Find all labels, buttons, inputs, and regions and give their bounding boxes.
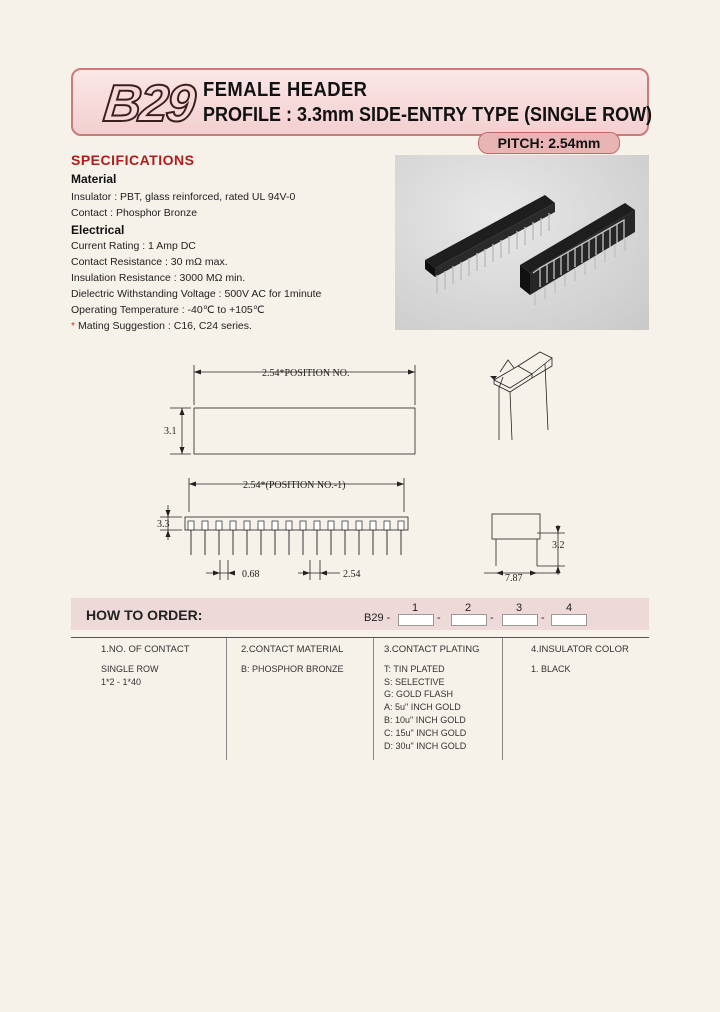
material-heading: Material — [71, 172, 117, 186]
order-code-num-3: 3 — [516, 602, 523, 614]
order-code-dash: - — [541, 612, 545, 624]
col-line: A: 5u" INCH GOLD — [384, 702, 461, 713]
order-col-plating — [374, 638, 503, 760]
dielectric-spec: Dielectric Withstanding Voltage : 500V AC for 1minute — [71, 288, 322, 300]
col-line: C: 15u" INCH GOLD — [384, 727, 467, 738]
col-line: T: TIN PLATED — [384, 663, 445, 674]
col-line: S: SELECTIVE — [384, 676, 445, 687]
col-line: B: PHOSPHOR BRONZE — [241, 663, 344, 674]
top-view-body — [194, 408, 415, 454]
order-col-material — [227, 638, 374, 760]
product-profile: PROFILE : 3.3mm SIDE-ENTRY TYPE (SINGLE ROW) — [203, 104, 653, 126]
contact-isometric — [494, 352, 552, 440]
col-line: G: GOLD FLASH — [384, 689, 454, 700]
order-code-dash: - — [437, 612, 441, 624]
order-code-num-2: 2 — [465, 602, 472, 614]
order-code-prefix: B29 - — [364, 612, 391, 624]
product-title: FEMALE HEADER — [203, 79, 368, 101]
col-header: 1.NO. OF CONTACT — [101, 644, 190, 655]
insulator-spec: Insulator : PBT, glass reinforced, rated UL 94V-0 — [71, 191, 296, 203]
order-code-num-1: 1 — [412, 602, 419, 614]
order-table — [71, 637, 649, 760]
col-line: D: 30u" INCH GOLD — [384, 740, 467, 751]
mating-text: Mating Suggestion : C16, C24 series. — [78, 320, 252, 332]
model-number: B29 — [100, 75, 197, 133]
insulation-resistance-spec: Insulation Resistance : 3000 MΩ min. — [71, 272, 246, 284]
col-line: 1*2 - 1*40 — [101, 676, 142, 687]
mating-spec — [71, 320, 252, 332]
pin-width-label: 0.68 — [242, 569, 260, 580]
col-line: SINGLE ROW — [101, 663, 159, 674]
side-width-label: 7.87 — [505, 573, 523, 584]
electrical-heading: Electrical — [71, 223, 125, 237]
product-photo — [395, 155, 649, 330]
col-header: 3.CONTACT PLATING — [384, 644, 480, 655]
side-height-label: 3.2 — [552, 540, 565, 551]
col-header: 2.CONTACT MATERIAL — [241, 644, 344, 655]
order-col-color — [503, 638, 649, 760]
order-code-dash: - — [490, 612, 494, 624]
dimension-arrows — [166, 370, 561, 576]
contact-spec: Contact : Phosphor Bronze — [71, 207, 198, 219]
front-view-leads — [191, 530, 401, 555]
order-code-num-4: 4 — [566, 602, 573, 614]
order-code-box-2 — [451, 614, 487, 626]
order-code-box-3 — [502, 614, 538, 626]
pin-pitch-label: 2.54 — [343, 569, 361, 580]
technical-drawing — [0, 340, 720, 590]
front-view-pins — [188, 521, 404, 530]
col-line: B: 10u" INCH GOLD — [384, 714, 466, 725]
order-code-box-4 — [551, 614, 587, 626]
order-code-box-1 — [398, 614, 434, 626]
contact-resistance-spec: Contact Resistance : 30 mΩ max. — [71, 256, 228, 268]
side-view-body — [492, 514, 540, 539]
top-height-label: 3.1 — [164, 426, 177, 437]
bullet-icon: * — [71, 320, 76, 332]
temperature-spec: Operating Temperature : -40℃ to +105℃ — [71, 304, 265, 316]
top-dimension-label: 2.54*POSITION NO. — [262, 368, 350, 379]
col-line: 1. BLACK — [531, 663, 571, 674]
order-col-contacts — [71, 638, 227, 760]
bottom-height-label: 3.3 — [157, 519, 170, 530]
pitch-badge: PITCH: 2.54mm — [478, 132, 620, 154]
col-header: 4.INSULATOR COLOR — [531, 644, 629, 655]
current-rating-spec: Current Rating : 1 Amp DC — [71, 240, 196, 252]
specifications-heading: SPECIFICATIONS — [71, 152, 195, 168]
bottom-dimension-label: 2.54*(POSITION NO.-1) — [243, 480, 346, 491]
how-to-order-title: HOW TO ORDER: — [86, 607, 203, 623]
